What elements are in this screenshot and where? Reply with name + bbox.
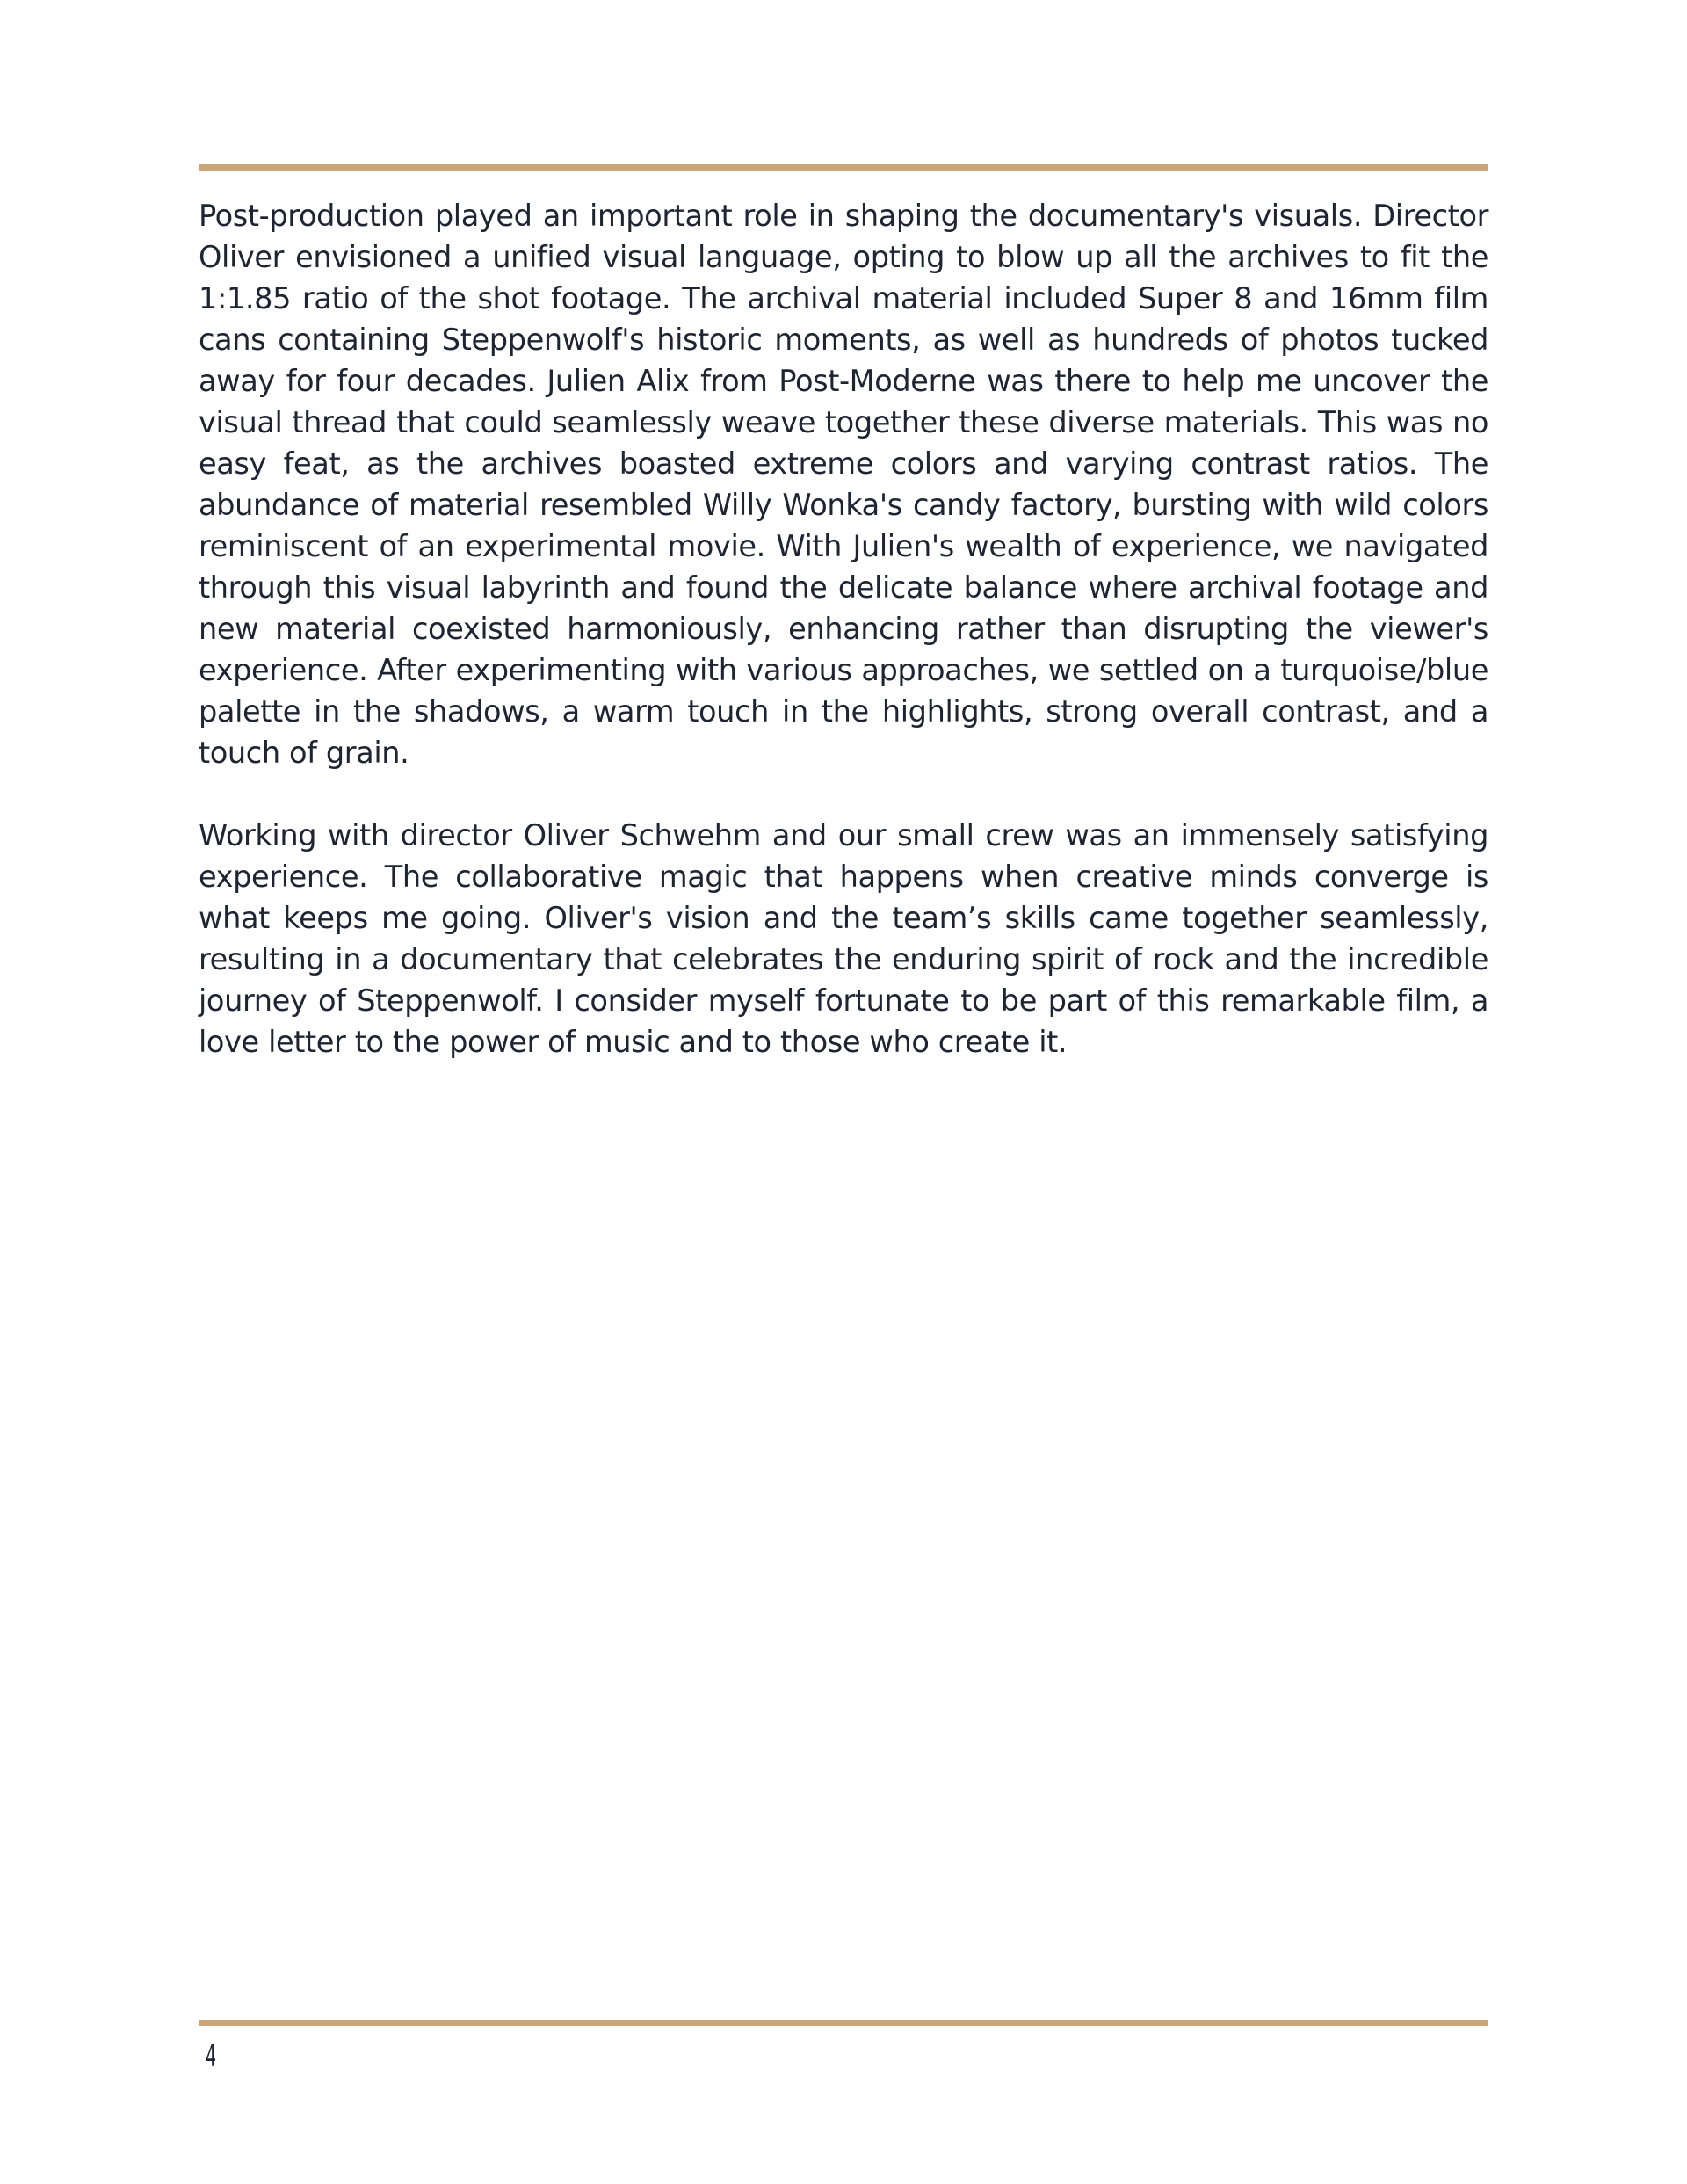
body-text: [199, 195, 1488, 1104]
page-number: 4: [206, 2039, 217, 2074]
paragraph-working-with-director: Working with director Oliver Schwehm and our small crew was an immensely satisfying experience. The collaborative magic that happens when creative minds converge is what keeps me going. Oliver's vision and the team’s skills came together seamlessly, resulting in a documentary that celebrates the enduring spirit of rock and the incredible journey of Steppenwolf. I consider myself fortunate to be part of this remarkable film, a love letter to the power of music and to those who create it.: [199, 818, 1488, 1059]
paragraph-post-production: Post-production played an important role in shaping the documentary's visuals. Director Oliver envisioned a unified visual language, opting to blow up all the archives to fit the 1:1.85 ratio of the shot footage. The archival material included Super 8 and 16mm film cans containing Steppenwolf's historic moments, as well as hundreds of photos tucked away for four decades. Julien Alix from Post-Moderne was there to help me uncover the visual thread that could seamlessly weave together these diverse materials. This was no easy feat, as the archives boasted extreme colors and varying contrast ratios. The abundance of material resembled Willy Wonka's candy factory, bursting with wild colors reminiscent of an experimental movie. With Julien's wealth of experience, we navigated through this visual labyrinth and found the delicate balance where archival footage and new material coexisted harmoniously, enhancing rather than disrupting the viewer's experience. After experimenting with various approaches, we settled on a turquoise/blue palette in the shadows, a warm touch in the highlights, strong overall contrast, and a touch of grain.: [199, 199, 1488, 770]
top-divider-rule: [199, 164, 1488, 171]
bottom-divider-rule: [199, 2020, 1488, 2026]
